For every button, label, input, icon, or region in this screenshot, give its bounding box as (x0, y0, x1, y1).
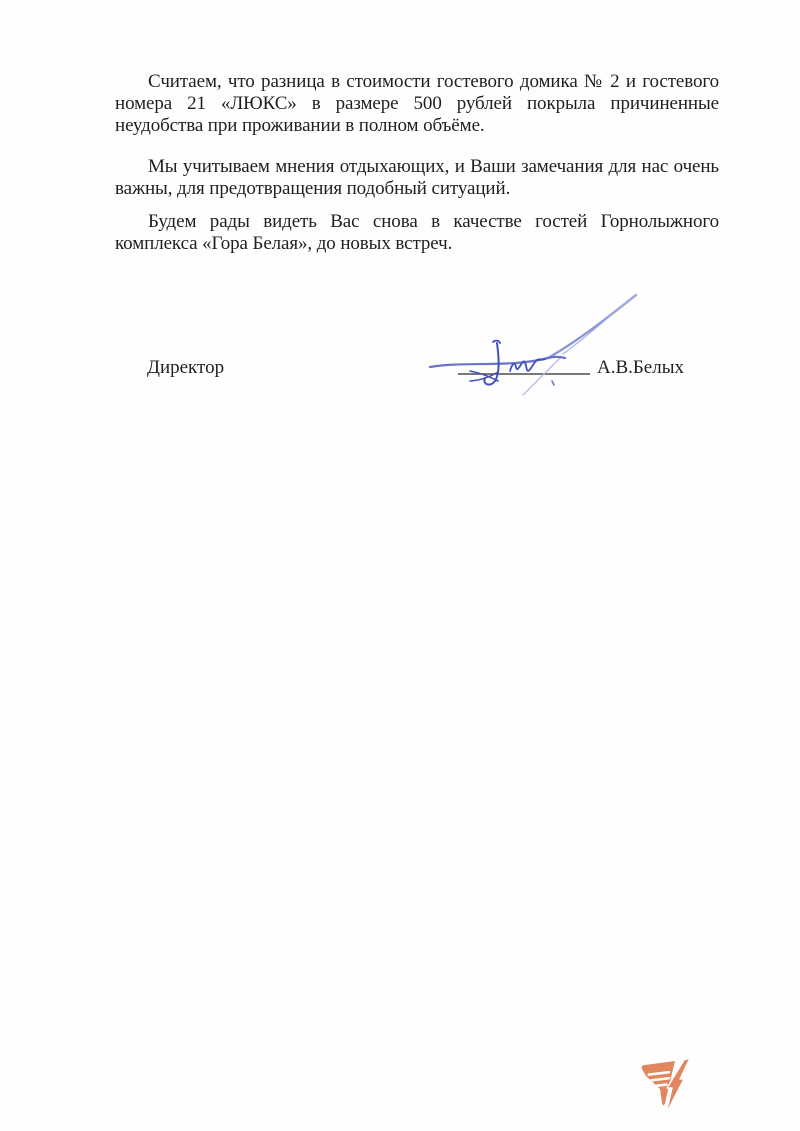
paragraph-feedback: Мы учитываем мнения отдыхающих, и Ваши замечания для нас очень важны, для предотвращения подобный ситуаций. (115, 156, 719, 199)
signer-role-label: Директор (147, 357, 225, 378)
watermark-logo-icon (638, 1057, 696, 1115)
handwritten-signature-icon (425, 288, 685, 400)
signer-name: А.В.Белых (597, 357, 684, 378)
paragraph-invitation: Будем рады видеть Вас снова в качестве гостей Горнолыжного комплекса «Гора Белая», до новых встреч. (115, 211, 719, 254)
paragraph-compensation: Считаем, что разница в стоимости гостевого домика № 2 и гостевого номера 21 «ЛЮКС» в размере 500 рублей покрыла причиненные неудобства при проживании в полном объёме. (115, 71, 719, 136)
